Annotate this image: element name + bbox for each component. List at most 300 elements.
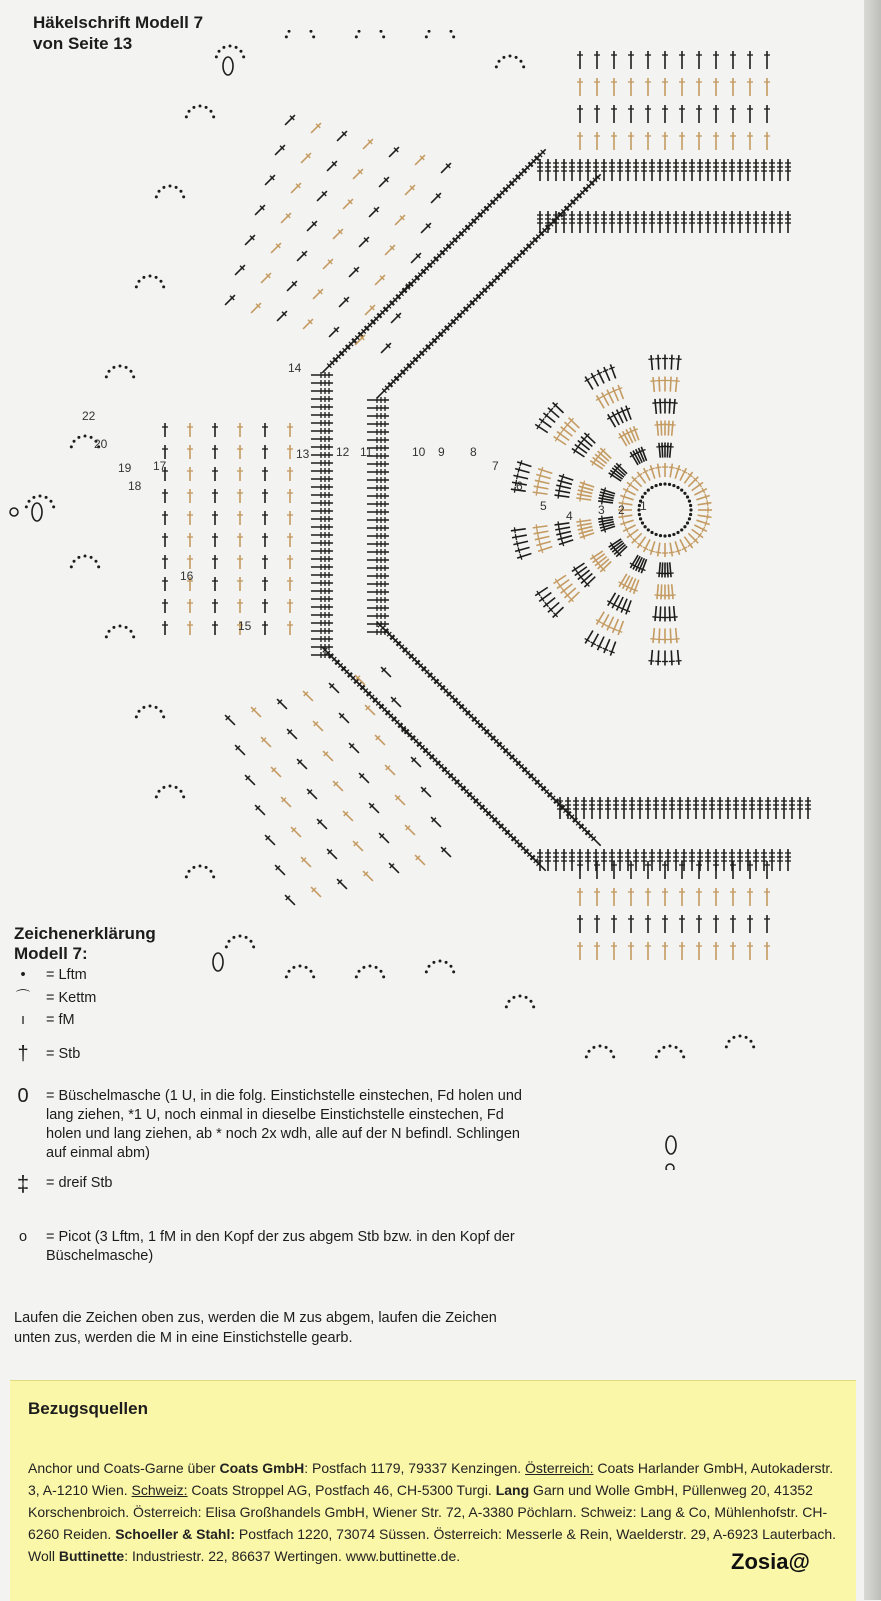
picot-dot bbox=[662, 1046, 665, 1049]
picot-dot bbox=[605, 1046, 608, 1049]
legend-title-line1: Zeichenerklärung bbox=[14, 924, 156, 944]
round-number-label: 13 bbox=[296, 447, 310, 461]
round-number-label: 4 bbox=[566, 509, 573, 523]
grid-stitch bbox=[262, 533, 268, 547]
lattice-stitch bbox=[259, 735, 273, 749]
lattice-stitch bbox=[233, 263, 247, 277]
lattice-stitch bbox=[439, 845, 453, 859]
lattice-stitch bbox=[367, 801, 381, 815]
stitch-mark bbox=[658, 584, 665, 599]
round-number-label: 18 bbox=[128, 479, 142, 493]
triple-stitch-bar bbox=[561, 849, 567, 871]
picot-dot bbox=[155, 276, 158, 279]
lattice-stitch bbox=[259, 271, 273, 285]
chain-dot bbox=[638, 513, 641, 516]
grid-stitch bbox=[212, 467, 218, 481]
lattice-stitch bbox=[263, 173, 277, 187]
grid-stitch bbox=[662, 888, 668, 906]
triple-stitch-bar bbox=[733, 797, 739, 819]
round-number-label: 5 bbox=[540, 499, 547, 513]
stitch-mark bbox=[648, 355, 655, 370]
triple-stitch-bar bbox=[661, 797, 667, 819]
lattice-stitch bbox=[275, 309, 289, 323]
supplier-name: Coats GmbH bbox=[219, 1460, 304, 1476]
picot-dot bbox=[452, 35, 455, 38]
stitch-mark bbox=[655, 650, 662, 665]
stitch-mark bbox=[534, 533, 550, 542]
picot-dot bbox=[25, 505, 28, 508]
picot-dot bbox=[739, 1035, 742, 1038]
round-number-label: 1 bbox=[640, 499, 647, 513]
grid-stitch bbox=[645, 942, 651, 960]
grid-stitch bbox=[645, 78, 651, 96]
grid-stitch bbox=[628, 942, 634, 960]
triple-stitch-bar bbox=[545, 159, 551, 181]
picot-dot bbox=[155, 706, 158, 709]
chain-dot bbox=[689, 508, 692, 511]
picot-dot bbox=[77, 556, 80, 559]
grid-stitch bbox=[628, 51, 634, 69]
picot-dot bbox=[158, 790, 161, 793]
picot-icon bbox=[666, 1164, 674, 1170]
lattice-stitch bbox=[273, 143, 287, 157]
chain-dot bbox=[663, 482, 666, 485]
triple-stitch-bar bbox=[725, 797, 731, 819]
grid-stitch bbox=[577, 132, 583, 150]
triple-stitch-bar bbox=[657, 211, 663, 233]
lattice-stitch bbox=[357, 235, 371, 249]
chain-dot bbox=[655, 533, 658, 536]
vertical-triple-bar bbox=[367, 429, 389, 435]
triple-stitch-bar bbox=[641, 211, 647, 233]
triple-stitch-bar bbox=[585, 159, 591, 181]
vertical-triple-bar bbox=[367, 421, 389, 427]
stitch-mark bbox=[669, 584, 676, 599]
vertical-triple-bar bbox=[367, 613, 389, 619]
grid-stitch bbox=[237, 445, 243, 459]
grid-stitch bbox=[713, 915, 719, 933]
grid-stitch bbox=[162, 423, 168, 437]
legend-text: = Lftm bbox=[46, 966, 546, 985]
grid-stitch bbox=[696, 861, 702, 879]
lattice-stitch bbox=[347, 265, 361, 279]
triple-stitch-bar bbox=[721, 159, 727, 181]
grid-stitch bbox=[287, 621, 293, 635]
triple-crochet-icon: ‡ bbox=[14, 1174, 32, 1193]
stitch-mark bbox=[673, 628, 680, 643]
grid-stitch bbox=[713, 942, 719, 960]
picot-dot bbox=[379, 30, 382, 33]
grid-stitch bbox=[679, 51, 685, 69]
grid-stitch bbox=[645, 132, 651, 150]
stitch-mark bbox=[652, 399, 659, 414]
chain-dot bbox=[689, 504, 692, 507]
grid-stitch bbox=[645, 915, 651, 933]
round-number-label: 11 bbox=[360, 445, 373, 459]
picot-dot bbox=[312, 35, 315, 38]
lattice-stitch bbox=[393, 213, 407, 227]
stitch-mark bbox=[667, 463, 675, 478]
grid-stitch bbox=[262, 511, 268, 525]
picot-dot bbox=[90, 436, 93, 439]
triple-stitch-bar bbox=[537, 159, 543, 181]
lattice-stitch bbox=[403, 183, 417, 197]
picot-dot bbox=[182, 195, 185, 198]
vertical-triple-bar bbox=[311, 468, 333, 474]
vertical-triple-bar bbox=[311, 636, 333, 642]
triple-stitch-bar bbox=[633, 849, 639, 871]
grid-stitch bbox=[594, 915, 600, 933]
picot-dot bbox=[73, 440, 76, 443]
picot-dot bbox=[188, 870, 191, 873]
lattice-stitch bbox=[393, 793, 407, 807]
picot-dot bbox=[495, 65, 498, 68]
chain-dot bbox=[676, 531, 679, 534]
picot-dot bbox=[185, 875, 188, 878]
grid-stitch bbox=[747, 888, 753, 906]
picot-dot bbox=[105, 375, 108, 378]
lattice-stitch bbox=[253, 203, 267, 217]
vertical-triple-bar bbox=[311, 564, 333, 570]
triple-stitch-bar bbox=[665, 849, 671, 871]
lattice-stitch bbox=[331, 227, 345, 241]
grid-stitch bbox=[577, 915, 583, 933]
picot-dot bbox=[90, 556, 93, 559]
picot-dot bbox=[682, 1055, 685, 1058]
vertical-triple-bar bbox=[311, 596, 333, 602]
stitch-mark bbox=[514, 466, 530, 476]
grid-stitch bbox=[679, 105, 685, 123]
grid-stitch bbox=[611, 105, 617, 123]
stitch-mark bbox=[662, 629, 668, 644]
lattice-stitch bbox=[223, 293, 237, 307]
lattice-stitch bbox=[363, 303, 377, 317]
triple-stitch-bar bbox=[561, 211, 567, 233]
lattice-stitch bbox=[315, 817, 329, 831]
lattice-stitch bbox=[403, 823, 417, 837]
grid-stitch bbox=[287, 555, 293, 569]
supplier-name: Lang bbox=[496, 1482, 529, 1498]
stitch-mark bbox=[698, 507, 712, 513]
chain-dot bbox=[650, 486, 653, 489]
grid-stitch bbox=[713, 51, 719, 69]
triple-stitch-bar bbox=[601, 159, 607, 181]
stitch-mark bbox=[666, 606, 673, 621]
triple-stitch-bar bbox=[777, 211, 783, 233]
cluster-stitch-icon bbox=[32, 503, 42, 521]
triple-stitch-bar bbox=[701, 797, 707, 819]
triple-stitch-bar bbox=[649, 159, 655, 181]
grid-stitch bbox=[162, 445, 168, 459]
picot-dot bbox=[199, 865, 202, 868]
triple-stitch-bar bbox=[757, 797, 763, 819]
vertical-triple-bar bbox=[311, 500, 333, 506]
lattice-stitch bbox=[327, 325, 341, 339]
picot-dot bbox=[155, 195, 158, 198]
triple-stitch-bar bbox=[729, 849, 735, 871]
grid-stitch bbox=[212, 577, 218, 591]
grid-stitch bbox=[287, 445, 293, 459]
grid-stitch bbox=[212, 445, 218, 459]
stitch-mark bbox=[623, 599, 634, 615]
vertical-triple-bar bbox=[367, 605, 389, 611]
triple-stitch-bar bbox=[641, 159, 647, 181]
grid-stitch bbox=[628, 78, 634, 96]
stitch-mark bbox=[655, 355, 662, 370]
triple-stitch-bar bbox=[689, 159, 695, 181]
picot-dot bbox=[502, 56, 505, 59]
picot-dot bbox=[675, 1046, 678, 1049]
vertical-triple-bar bbox=[367, 549, 389, 555]
cluster-stitch-icon bbox=[666, 1136, 676, 1154]
grid-stitch bbox=[262, 599, 268, 613]
stitch-mark bbox=[650, 377, 657, 392]
lattice-stitch bbox=[285, 279, 299, 293]
grid-stitch bbox=[212, 423, 218, 437]
triple-stitch-bar bbox=[669, 797, 675, 819]
lattice-stitch bbox=[243, 233, 257, 247]
picot-dot bbox=[179, 190, 182, 193]
picot-dot bbox=[97, 565, 100, 568]
vertical-triple-bar bbox=[367, 581, 389, 587]
grid-stitch bbox=[679, 78, 685, 96]
vertical-triple-bar bbox=[311, 644, 333, 650]
picot-dot bbox=[239, 935, 242, 938]
lattice-stitch bbox=[341, 809, 355, 823]
grid-stitch bbox=[594, 78, 600, 96]
stitch-mark bbox=[666, 398, 673, 413]
lattice-stitch bbox=[325, 159, 339, 173]
vertical-triple-bar bbox=[367, 437, 389, 443]
picot-dot bbox=[728, 1040, 731, 1043]
triple-stitch-bar bbox=[681, 159, 687, 181]
triple-stitch-bar bbox=[749, 797, 755, 819]
grid-stitch bbox=[628, 132, 634, 150]
lattice-stitch bbox=[295, 757, 309, 771]
triple-stitch-bar bbox=[753, 849, 759, 871]
triple-stitch-bar bbox=[617, 849, 623, 871]
picot-dot bbox=[285, 35, 288, 38]
picot-dot bbox=[609, 1050, 612, 1053]
picot-icon bbox=[10, 508, 18, 516]
stitch-mark bbox=[671, 399, 678, 414]
grid-stitch bbox=[162, 621, 168, 635]
vertical-triple-bar bbox=[367, 461, 389, 467]
picot-dot bbox=[199, 105, 202, 108]
triple-stitch-bar bbox=[645, 797, 651, 819]
lattice-stitch bbox=[373, 733, 387, 747]
grid-stitch bbox=[162, 511, 168, 525]
grid-stitch bbox=[730, 78, 736, 96]
grid-stitch bbox=[287, 489, 293, 503]
round-number-label: 14 bbox=[288, 361, 302, 375]
grid-stitch bbox=[237, 489, 243, 503]
triple-stitch-bar bbox=[569, 211, 575, 233]
grid-stitch bbox=[747, 51, 753, 69]
vertical-triple-bar bbox=[367, 493, 389, 499]
picot-dot bbox=[205, 106, 208, 109]
grid-stitch bbox=[764, 51, 770, 69]
grid-stitch bbox=[679, 942, 685, 960]
grid-stitch bbox=[212, 621, 218, 635]
lattice-stitch bbox=[409, 251, 423, 265]
lattice-stitch bbox=[295, 249, 309, 263]
grid-stitch bbox=[730, 861, 736, 879]
stitch-mark bbox=[513, 538, 529, 547]
grid-stitch bbox=[577, 78, 583, 96]
grid-stitch bbox=[212, 511, 218, 525]
stitch-mark bbox=[594, 610, 607, 626]
picot-dot bbox=[732, 1036, 735, 1039]
grid-stitch bbox=[212, 533, 218, 547]
picot-dot bbox=[162, 285, 165, 288]
picot-dot bbox=[135, 285, 138, 288]
grid-stitch bbox=[237, 555, 243, 569]
picot-dot bbox=[162, 786, 165, 789]
stitch-mark bbox=[533, 483, 549, 492]
picot-dot bbox=[212, 875, 215, 878]
vertical-triple-bar bbox=[367, 589, 389, 595]
vertical-triple-bar bbox=[311, 372, 333, 378]
chain-dot bbox=[688, 500, 691, 503]
grid-stitch bbox=[187, 599, 193, 613]
chain-dot bbox=[672, 484, 675, 487]
grid-stitch bbox=[187, 423, 193, 437]
stitch-mark bbox=[516, 459, 532, 469]
grid-stitch bbox=[162, 577, 168, 591]
stitch-mark bbox=[662, 355, 668, 370]
picot-dot bbox=[288, 30, 291, 33]
triple-stitch-bar bbox=[621, 797, 627, 819]
grid-stitch bbox=[611, 888, 617, 906]
lattice-stitch bbox=[283, 893, 297, 907]
vertical-triple-bar bbox=[311, 508, 333, 514]
picot-dot bbox=[752, 1045, 755, 1048]
grid-stitch bbox=[594, 942, 600, 960]
grid-stitch bbox=[645, 888, 651, 906]
grid-stitch bbox=[212, 489, 218, 503]
picot-dot bbox=[125, 626, 128, 629]
lattice-stitch bbox=[253, 803, 267, 817]
stitch-mark bbox=[552, 434, 568, 447]
title-line: Häkelschrift Modell 7 bbox=[33, 12, 203, 33]
grid-stitch bbox=[237, 599, 243, 613]
diagonal-triple-bar bbox=[583, 172, 603, 192]
grid-stitch bbox=[730, 942, 736, 960]
stitch-note: Laufen die Zeichen oben zus, werden die M zus abgem, laufen die Zeichen unten zus, werden die M in eine Einstichstelle gearb. bbox=[14, 1308, 534, 1348]
picot-dot bbox=[45, 496, 48, 499]
picot-dot bbox=[125, 366, 128, 369]
grid-stitch bbox=[162, 555, 168, 569]
triple-stitch-bar bbox=[761, 211, 767, 233]
grid-stitch bbox=[662, 105, 668, 123]
lattice-stitch bbox=[327, 681, 341, 695]
text-run: : Industriestr. 22, 86637 Wertingen. www.buttinette.de. bbox=[124, 1548, 460, 1564]
picot-dot bbox=[77, 436, 80, 439]
triple-stitch-bar bbox=[601, 211, 607, 233]
picot-dot bbox=[245, 936, 248, 939]
picot-dot bbox=[358, 30, 361, 33]
stitch-mark bbox=[554, 492, 570, 500]
triple-stitch-bar bbox=[797, 797, 803, 819]
picot-dot bbox=[309, 30, 312, 33]
chain-dot bbox=[668, 483, 671, 486]
cluster-stitch-icon bbox=[223, 57, 233, 75]
stitch-mark bbox=[671, 606, 678, 621]
stitch-mark bbox=[533, 528, 549, 537]
picot-dot bbox=[439, 960, 442, 963]
triple-stitch-bar bbox=[633, 211, 639, 233]
grid-stitch bbox=[679, 915, 685, 933]
grid-stitch bbox=[187, 467, 193, 481]
grid-stitch bbox=[287, 577, 293, 591]
triple-stitch-bar bbox=[689, 849, 695, 871]
grid-stitch bbox=[187, 511, 193, 525]
lattice-stitch bbox=[429, 191, 443, 205]
triple-stitch-bar bbox=[569, 159, 575, 181]
picot-dot bbox=[209, 870, 212, 873]
grid-stitch bbox=[237, 511, 243, 525]
lattice-stitch bbox=[389, 311, 403, 325]
grid-stitch bbox=[764, 78, 770, 96]
vertical-triple-bar bbox=[311, 548, 333, 554]
grid-stitch bbox=[713, 105, 719, 123]
stitch-mark bbox=[570, 446, 586, 459]
picot-dot bbox=[249, 940, 252, 943]
picot-dot bbox=[179, 790, 182, 793]
lattice-stitch bbox=[285, 727, 299, 741]
triple-stitch-bar bbox=[737, 849, 743, 871]
round-number-label: 3 bbox=[598, 503, 605, 517]
stitch-mark bbox=[662, 463, 668, 477]
triple-stitch-bar bbox=[641, 849, 647, 871]
triple-stitch-bar bbox=[765, 797, 771, 819]
lattice-stitch bbox=[269, 241, 283, 255]
chain-dot bbox=[686, 521, 689, 524]
stitch-mark bbox=[662, 607, 668, 622]
lattice-stitch bbox=[387, 861, 401, 875]
lattice-stitch bbox=[243, 773, 257, 787]
chain-dot bbox=[688, 517, 691, 520]
grid-stitch bbox=[577, 942, 583, 960]
stitch-mark bbox=[655, 542, 663, 557]
vertical-triple-bar bbox=[311, 452, 333, 458]
triple-stitch-bar bbox=[721, 211, 727, 233]
grid-stitch bbox=[696, 942, 702, 960]
legend-text: = Büschelmasche (1 U, in die folg. Einstichstelle einstechen, Fd holen und lang ziehen, *1 U, noch einmal in dieselbe Einstichstelle einstechen, Fd holen und lang ziehen, ab * noch 2x wdh, alle auf der N befindl. Schlingen auf einmal abm) bbox=[46, 1087, 536, 1163]
stitch-mark bbox=[675, 650, 682, 665]
text-run: Coats Harlander GmbH, Autokaderstr. 3, A-1210 Wien. bbox=[28, 1460, 833, 1498]
grid-stitch bbox=[730, 51, 736, 69]
chain-dot bbox=[663, 534, 666, 537]
picot-dot bbox=[39, 495, 42, 498]
vertical-triple-bar bbox=[311, 540, 333, 546]
grid-stitch bbox=[662, 942, 668, 960]
lattice-stitch bbox=[315, 189, 329, 203]
vertical-triple-bar bbox=[311, 572, 333, 578]
vertical-triple-bar bbox=[311, 476, 333, 482]
stitch-mark bbox=[697, 512, 712, 520]
chain-dot bbox=[639, 517, 642, 520]
stitch-mark bbox=[534, 477, 550, 486]
grid-stitch bbox=[212, 555, 218, 569]
picot-dot bbox=[158, 190, 161, 193]
triple-stitch-bar bbox=[637, 797, 643, 819]
lattice-stitch bbox=[273, 863, 287, 877]
lattice-stitch bbox=[383, 243, 397, 257]
picot-dot bbox=[132, 635, 135, 638]
triple-stitch-bar bbox=[785, 211, 791, 233]
